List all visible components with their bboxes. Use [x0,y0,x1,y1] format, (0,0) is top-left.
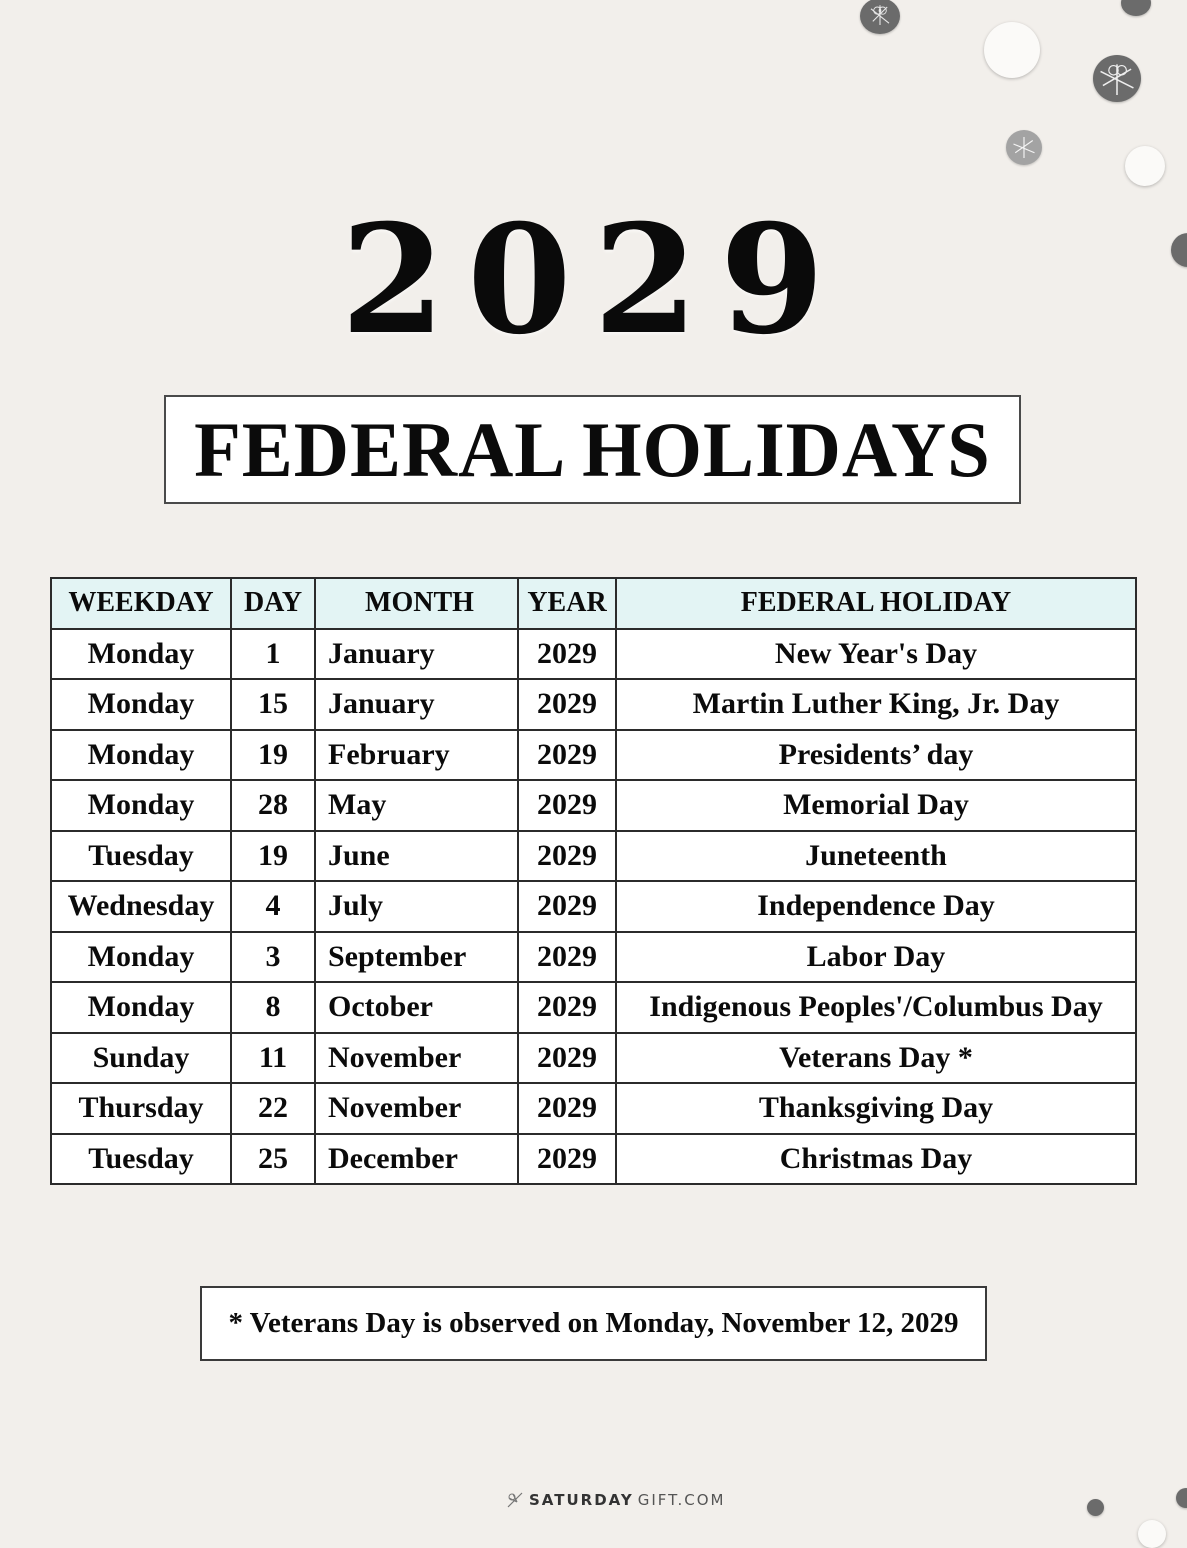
holiday-cell: Juneteenth [616,831,1136,882]
month-cell: January [315,679,518,730]
year-cell: 2029 [518,1134,616,1185]
day-cell: 22 [231,1083,315,1134]
weekday-cell: Tuesday [51,831,231,882]
column-header-day: DAY [231,578,315,629]
month-cell: December [315,1134,518,1185]
year-cell: 2029 [518,1033,616,1084]
weekday-cell: Monday [51,629,231,680]
weekday-cell: Thursday [51,1083,231,1134]
table-row [51,1134,1136,1185]
table-row [51,881,1136,932]
table-row [51,679,1136,730]
weekday-cell: Monday [51,780,231,831]
holiday-cell: Veterans Day * [616,1033,1136,1084]
year-cell: 2029 [518,831,616,882]
footnote-box [200,1286,987,1361]
table-row [51,629,1136,680]
holiday-cell: Independence Day [616,881,1136,932]
month-cell: February [315,730,518,781]
brand-logo [505,1490,726,1510]
day-cell: 1 [231,629,315,680]
month-cell: January [315,629,518,680]
weekday-cell: Monday [51,679,231,730]
gift-decoration-icon [1006,130,1042,165]
table-row [51,1033,1136,1084]
weekday-cell: Sunday [51,1033,231,1084]
weekday-cell: Monday [51,982,231,1033]
gift-decoration-icon [1176,1488,1187,1508]
table-row [51,730,1136,781]
day-cell: 11 [231,1033,315,1084]
holiday-cell: Christmas Day [616,1134,1136,1185]
table-row [51,780,1136,831]
day-cell: 19 [231,730,315,781]
gift-decoration-icon [1093,55,1141,102]
table-header-row [51,578,1136,629]
gift-decoration-icon [1087,1499,1104,1516]
gift-decoration-icon [1121,0,1151,16]
column-header-month: MONTH [315,578,518,629]
table-row [51,982,1136,1033]
footnote-text: * Veterans Day is observed on Monday, November 12, 2029 [228,1307,959,1339]
weekday-cell: Wednesday [51,881,231,932]
year-cell: 2029 [518,1083,616,1134]
table-row [51,1083,1136,1134]
year-cell: 2029 [518,730,616,781]
holiday-cell: Presidents’ day [616,730,1136,781]
brand-name-part2: GIFT.COM [637,1491,726,1509]
year-cell: 2029 [518,679,616,730]
column-header-weekday: WEEKDAY [51,578,231,629]
day-cell: 19 [231,831,315,882]
month-cell: November [315,1033,518,1084]
holiday-cell: Indigenous Peoples'/Columbus Day [616,982,1136,1033]
holiday-cell: New Year's Day [616,629,1136,680]
holiday-cell: Martin Luther King, Jr. Day [616,679,1136,730]
column-header-holiday: FEDERAL HOLIDAY [616,578,1136,629]
brand-name-part1: SATURDAY [529,1491,634,1509]
year-title: 2029 [340,192,847,368]
day-cell: 8 [231,982,315,1033]
gift-bow-icon [505,1490,525,1510]
day-cell: 4 [231,881,315,932]
year-cell: 2029 [518,932,616,983]
day-cell: 28 [231,780,315,831]
month-cell: October [315,982,518,1033]
month-cell: May [315,780,518,831]
month-cell: July [315,881,518,932]
day-cell: 25 [231,1134,315,1185]
day-cell: 15 [231,679,315,730]
gift-decoration-icon [860,0,900,34]
table-row [51,932,1136,983]
page-title: FEDERAL HOLIDAYS [194,405,991,493]
month-cell: November [315,1083,518,1134]
year-cell: 2029 [518,629,616,680]
year-cell: 2029 [518,982,616,1033]
year-cell: 2029 [518,780,616,831]
holidays-table [50,577,1137,1185]
gift-decoration-icon [1138,1520,1166,1548]
page-title-box [164,395,1021,504]
weekday-cell: Monday [51,932,231,983]
weekday-cell: Monday [51,730,231,781]
column-header-year: YEAR [518,578,616,629]
month-cell: June [315,831,518,882]
day-cell: 3 [231,932,315,983]
weekday-cell: Tuesday [51,1134,231,1185]
gift-decoration-icon [984,22,1040,78]
year-cell: 2029 [518,881,616,932]
holiday-cell: Memorial Day [616,780,1136,831]
holiday-cell: Labor Day [616,932,1136,983]
gift-decoration-icon [1125,146,1165,186]
table-row [51,831,1136,882]
month-cell: September [315,932,518,983]
holiday-cell: Thanksgiving Day [616,1083,1136,1134]
